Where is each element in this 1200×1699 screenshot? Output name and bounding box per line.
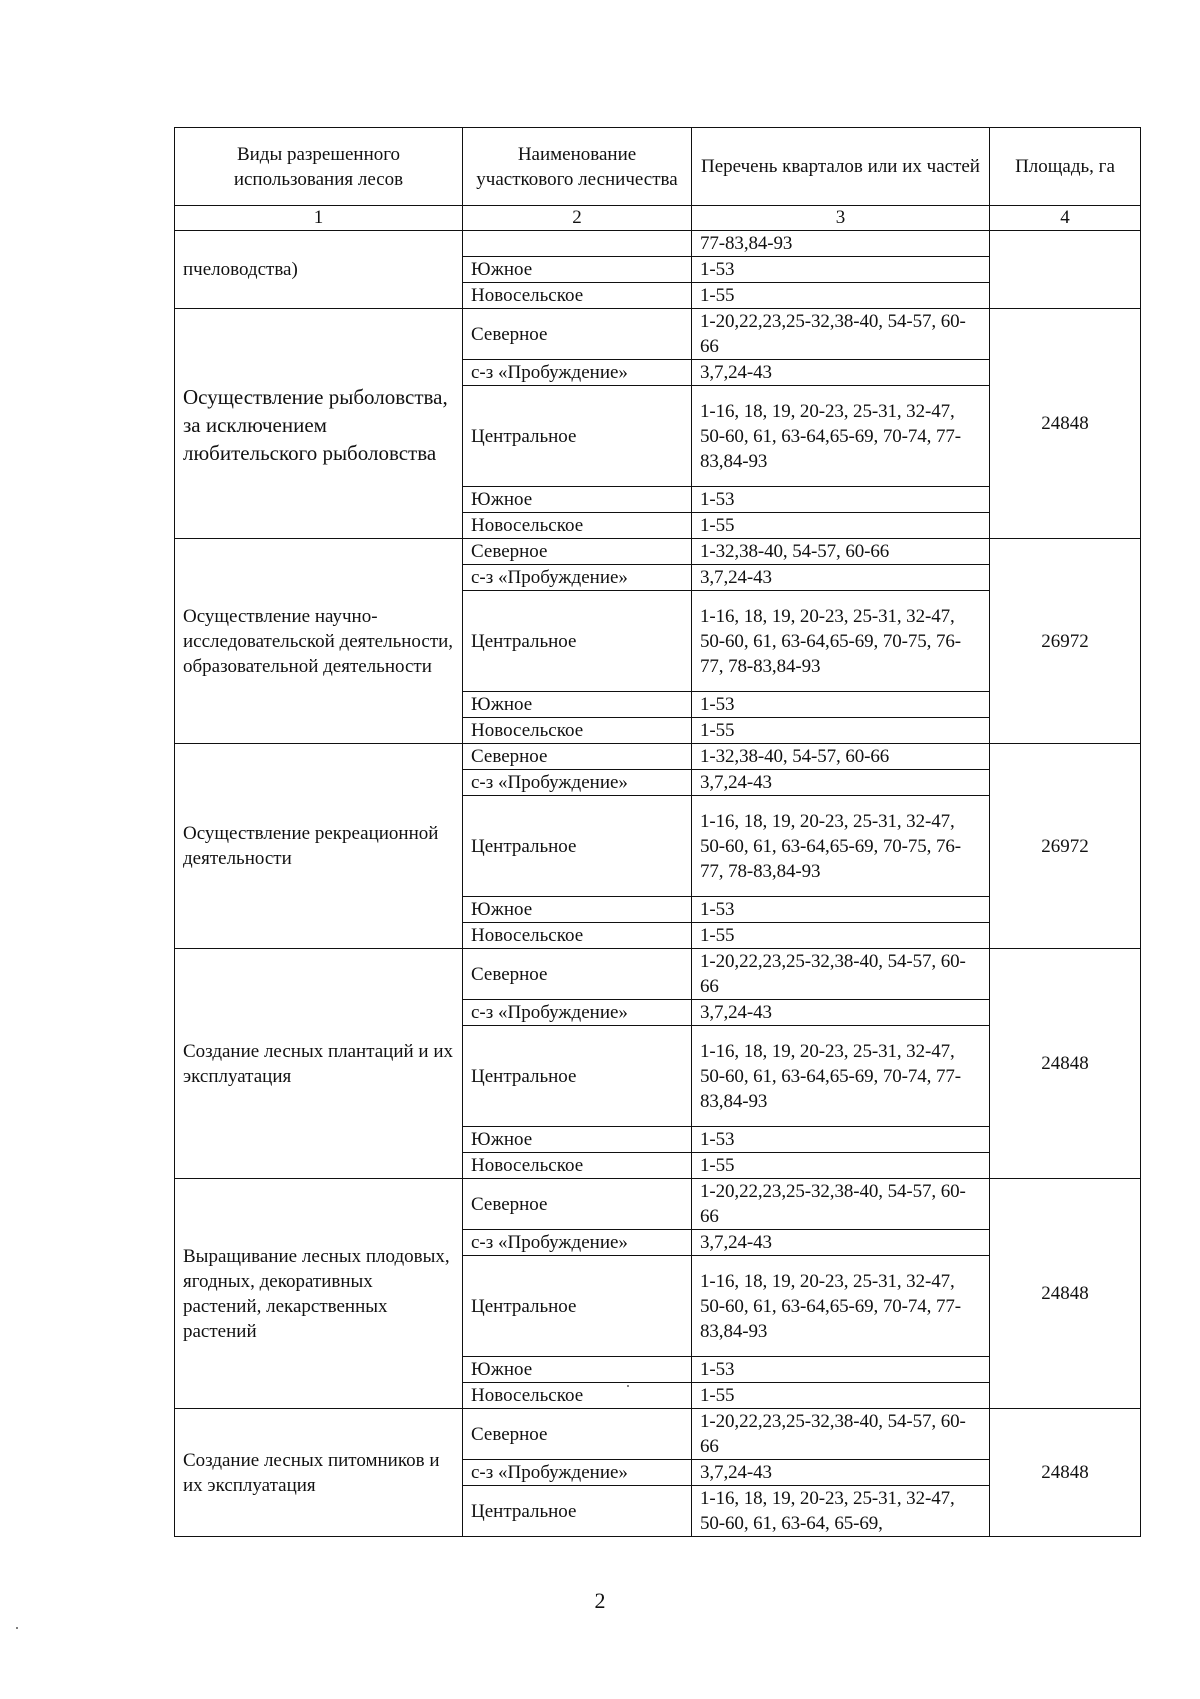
quarters-cell: 1-16, 18, 19, 20-23, 25-31, 32-47, 50-60, 61, 63-64,65-69, 70-75, 76-77, 78-83,84-93 bbox=[692, 796, 990, 897]
table-row bbox=[175, 949, 1141, 1000]
table-row bbox=[175, 539, 1141, 565]
quarters-cell: 1-16, 18, 19, 20-23, 25-31, 32-47, 50-60, 61, 63-64,65-69, 70-74, 77-83,84-93 bbox=[692, 1026, 990, 1127]
quarters-cell: 1-53 bbox=[692, 897, 990, 923]
quarters-cell: 3,7,24-43 bbox=[692, 1000, 990, 1026]
quarters-cell: 1-16, 18, 19, 20-23, 25-31, 32-47, 50-60, 61, 63-64, 65-69, bbox=[692, 1486, 990, 1537]
column-number: 4 bbox=[990, 206, 1141, 231]
header-quarters-list: Перечень кварталов или их частей bbox=[692, 128, 990, 206]
area-cell: 24848 bbox=[990, 1179, 1141, 1409]
quarters-cell: 1-55 bbox=[692, 718, 990, 744]
quarters-cell: 3,7,24-43 bbox=[692, 565, 990, 591]
table-row bbox=[175, 231, 1141, 257]
forestry-name-cell: Новосельское bbox=[463, 1383, 692, 1409]
header-forestry-name: Наименование участкового лесничества bbox=[463, 128, 692, 206]
area-cell: 24848 bbox=[990, 1409, 1141, 1537]
quarters-cell: 1-53 bbox=[692, 1127, 990, 1153]
table-row bbox=[175, 744, 1141, 770]
forestry-name-cell: Новосельское bbox=[463, 283, 692, 309]
permitted-use-table bbox=[174, 127, 1141, 1537]
quarters-cell: 77-83,84-93 bbox=[692, 231, 990, 257]
use-type-cell: пчеловодства) bbox=[175, 231, 463, 309]
quarters-cell: 1-53 bbox=[692, 487, 990, 513]
header-use-types: Виды разрешенного использования лесов bbox=[175, 128, 463, 206]
forestry-name-cell: Центральное bbox=[463, 796, 692, 897]
forestry-name-cell: Северное bbox=[463, 1179, 692, 1230]
forestry-name-cell: Южное bbox=[463, 1127, 692, 1153]
quarters-cell: 1-20,22,23,25-32,38-40, 54-57, 60-66 bbox=[692, 1409, 990, 1460]
forestry-name-cell: Центральное bbox=[463, 591, 692, 692]
quarters-cell: 1-20,22,23,25-32,38-40, 54-57, 60-66 bbox=[692, 309, 990, 360]
column-number-row bbox=[175, 206, 1141, 231]
forestry-name-cell: Центральное bbox=[463, 1486, 692, 1537]
quarters-cell: 1-16, 18, 19, 20-23, 25-31, 32-47, 50-60, 61, 63-64,65-69, 70-74, 77-83,84-93 bbox=[692, 1256, 990, 1357]
quarters-cell: 1-53 bbox=[692, 692, 990, 718]
quarters-cell: 3,7,24-43 bbox=[692, 360, 990, 386]
forestry-name-cell: с-з «Пробуждение» bbox=[463, 565, 692, 591]
column-number: 1 bbox=[175, 206, 463, 231]
scan-speck bbox=[16, 1627, 18, 1629]
forestry-name-cell: Северное bbox=[463, 949, 692, 1000]
forestry-name-cell: Южное bbox=[463, 1357, 692, 1383]
forestry-name-cell: Новосельское bbox=[463, 1153, 692, 1179]
area-cell: 26972 bbox=[990, 539, 1141, 744]
forestry-name-cell: Северное bbox=[463, 539, 692, 565]
forestry-name-cell: Новосельское bbox=[463, 513, 692, 539]
use-type-cell: Осуществление рыболовства, за исключением любительского рыболовства bbox=[175, 309, 463, 539]
forestry-name-cell: Новосельское bbox=[463, 923, 692, 949]
area-cell bbox=[990, 231, 1141, 309]
header-area: Площадь, га bbox=[990, 128, 1141, 206]
forestry-name-cell bbox=[463, 231, 692, 257]
quarters-cell: 1-20,22,23,25-32,38-40, 54-57, 60-66 bbox=[692, 949, 990, 1000]
quarters-cell: 1-55 bbox=[692, 1383, 990, 1409]
forestry-name-cell: с-з «Пробуждение» bbox=[463, 770, 692, 796]
forestry-name-cell: с-з «Пробуждение» bbox=[463, 360, 692, 386]
use-type-cell: Осуществление рекреационной деятельности bbox=[175, 744, 463, 949]
table-row bbox=[175, 1409, 1141, 1460]
quarters-cell: 1-55 bbox=[692, 513, 990, 539]
quarters-cell: 3,7,24-43 bbox=[692, 1460, 990, 1486]
use-type-cell: Выращивание лесных плодовых, ягодных, декоративных растений, лекарственных растений bbox=[175, 1179, 463, 1409]
forestry-name-cell: Южное bbox=[463, 257, 692, 283]
quarters-cell: 1-32,38-40, 54-57, 60-66 bbox=[692, 744, 990, 770]
use-type-cell: Создание лесных питомников и их эксплуатация bbox=[175, 1409, 463, 1537]
forestry-name-cell: Южное bbox=[463, 692, 692, 718]
page-number: 2 bbox=[594, 1588, 606, 1613]
table-body bbox=[175, 231, 1141, 1537]
table-row bbox=[175, 1179, 1141, 1230]
quarters-cell: 3,7,24-43 bbox=[692, 770, 990, 796]
column-number: 2 bbox=[463, 206, 692, 231]
quarters-cell: 1-16, 18, 19, 20-23, 25-31, 32-47, 50-60, 61, 63-64,65-69, 70-74, 77-83,84-93 bbox=[692, 386, 990, 487]
area-cell: 24848 bbox=[990, 309, 1141, 539]
forestry-name-cell: Северное bbox=[463, 309, 692, 360]
quarters-cell: 3,7,24-43 bbox=[692, 1230, 990, 1256]
forestry-name-cell: Новосельское bbox=[463, 718, 692, 744]
use-type-cell: Создание лесных плантаций и их эксплуатация bbox=[175, 949, 463, 1179]
forestry-name-cell: Центральное bbox=[463, 1256, 692, 1357]
quarters-cell: 1-53 bbox=[692, 257, 990, 283]
forestry-name-cell: Южное bbox=[463, 487, 692, 513]
table-row bbox=[175, 309, 1141, 360]
header-row bbox=[175, 128, 1141, 206]
area-cell: 24848 bbox=[990, 949, 1141, 1179]
forestry-name-cell: Центральное bbox=[463, 386, 692, 487]
scan-speck bbox=[627, 1385, 629, 1387]
forestry-name-cell: Северное bbox=[463, 744, 692, 770]
quarters-cell: 1-16, 18, 19, 20-23, 25-31, 32-47, 50-60, 61, 63-64,65-69, 70-75, 76-77, 78-83,84-93 bbox=[692, 591, 990, 692]
quarters-cell: 1-55 bbox=[692, 923, 990, 949]
forestry-name-cell: Центральное bbox=[463, 1026, 692, 1127]
forestry-name-cell: Северное bbox=[463, 1409, 692, 1460]
quarters-cell: 1-55 bbox=[692, 283, 990, 309]
quarters-cell: 1-32,38-40, 54-57, 60-66 bbox=[692, 539, 990, 565]
area-cell: 26972 bbox=[990, 744, 1141, 949]
forestry-name-cell: Южное bbox=[463, 897, 692, 923]
forestry-name-cell: с-з «Пробуждение» bbox=[463, 1000, 692, 1026]
forestry-name-cell: с-з «Пробуждение» bbox=[463, 1230, 692, 1256]
forestry-name-cell: с-з «Пробуждение» bbox=[463, 1460, 692, 1486]
quarters-cell: 1-55 bbox=[692, 1153, 990, 1179]
quarters-cell: 1-53 bbox=[692, 1357, 990, 1383]
quarters-cell: 1-20,22,23,25-32,38-40, 54-57, 60-66 bbox=[692, 1179, 990, 1230]
use-type-cell: Осуществление научно-исследовательской деятельности, образовательной деятельности bbox=[175, 539, 463, 744]
column-number: 3 bbox=[692, 206, 990, 231]
